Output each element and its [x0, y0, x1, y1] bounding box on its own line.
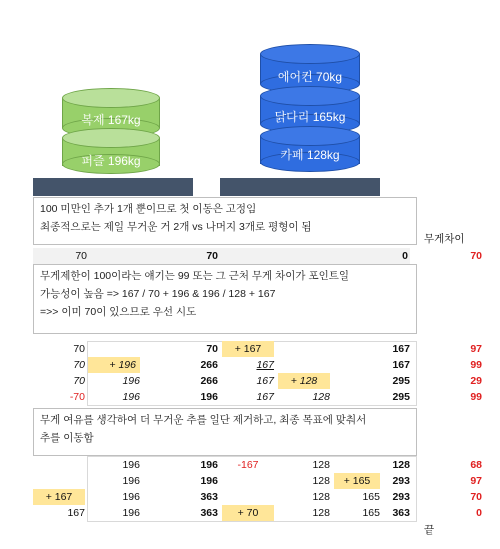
cell-a: 70: [73, 359, 85, 371]
end-label: 끝: [424, 524, 435, 536]
cell-b: 196: [122, 391, 140, 403]
disk-label: 닭다리 165kg: [274, 110, 346, 124]
cell-right-sum-initial: 0: [220, 248, 410, 264]
cell-d: 128: [312, 491, 330, 503]
cell-b: 196: [122, 491, 140, 503]
cell-sum-right: 295: [392, 391, 410, 403]
cell-diff: 68: [470, 459, 482, 471]
cell-sum-left: 196: [200, 391, 218, 403]
note-line: 무게 여유를 생각하여 더 무거운 추를 일단 제거하고, 최종 목표에 맞춰서: [40, 414, 367, 426]
cell-e: 165: [362, 507, 380, 519]
cell-diff: 70: [470, 491, 482, 503]
weight-disk-cafe: [260, 126, 360, 174]
cell-c: 167: [256, 359, 274, 371]
cell-d: 128: [312, 507, 330, 519]
cell-move: + 167: [222, 341, 274, 357]
cell-b: 196: [122, 375, 140, 387]
note-weight-limit: [33, 264, 417, 334]
cell-sum-right: 167: [392, 359, 410, 371]
weight-disk-puzzle: [62, 128, 160, 176]
cell-move: + 196: [88, 357, 140, 373]
cell-sum-right: 128: [392, 459, 410, 471]
cell-d: 128: [312, 475, 330, 487]
cell-a: -70: [69, 391, 85, 403]
note-line: 가능성이 높음 => 167 / 70 + 196 & 196 / 128 + 167: [40, 288, 276, 300]
cell-e: 165: [362, 491, 380, 503]
cell-sum-right: 363: [392, 507, 410, 519]
cell-sum-left: 266: [200, 359, 218, 371]
cell-c: 167: [256, 391, 274, 403]
weight-diff-header: 무게차이: [424, 233, 465, 245]
cell-a: 70: [73, 343, 85, 355]
cell-move: + 167: [33, 489, 85, 505]
note-move-heavier: [33, 408, 417, 456]
cell-sum-left: 196: [200, 475, 218, 487]
disk-label: 퍼즐 196kg: [81, 154, 141, 168]
cell-d: 128: [312, 459, 330, 471]
disk-label: 에어컨 70kg: [277, 70, 343, 84]
cell-diff: 29: [470, 375, 482, 387]
cell-sum-left: 363: [200, 491, 218, 503]
cell-b: 196: [122, 475, 140, 487]
cell-b: 196: [122, 459, 140, 471]
cell-sum-right: 295: [392, 375, 410, 387]
scale-bar-right: [220, 178, 380, 196]
cell-move: + 165: [334, 473, 380, 489]
cell-move: + 70: [222, 505, 274, 521]
cell-a: 167: [67, 507, 85, 519]
cell-d: 128: [312, 391, 330, 403]
cell-sum-right: 293: [392, 491, 410, 503]
cell-diff-initial: 70: [470, 250, 482, 262]
cell-sum-right: 293: [392, 475, 410, 487]
cell-sum-left: 363: [200, 507, 218, 519]
cell-diff: 97: [470, 475, 482, 487]
cell-left-sum-initial: 70: [160, 248, 220, 264]
cell-sum-left: 70: [206, 343, 218, 355]
cell-sum-left: 266: [200, 375, 218, 387]
cell-diff: 0: [476, 507, 482, 519]
cell-diff: 99: [470, 391, 482, 403]
cell-sum-right: 167: [392, 343, 410, 355]
note-line: =>> 이미 70이 있으므로 우선 시도: [40, 306, 197, 318]
cell-diff: 99: [470, 359, 482, 371]
cell-left-initial: 70: [33, 248, 219, 264]
cell-a: 70: [73, 375, 85, 387]
cell-move: + 128: [278, 373, 330, 389]
cell-c: 167: [256, 375, 274, 387]
disk-label: 카페 128kg: [280, 148, 340, 162]
cell-diff: 97: [470, 343, 482, 355]
disk-label: 복제 167kg: [81, 113, 141, 127]
cell-move: -167: [237, 459, 259, 471]
note-line: 추를 이동함: [40, 432, 94, 444]
cell-sum-left: 196: [200, 459, 218, 471]
scale-bar-left: [33, 178, 193, 196]
note-first-move: [33, 197, 417, 245]
note-line: 최종적으로는 제일 무거운 거 2개 vs 나머지 3개로 평형이 됨: [40, 221, 312, 233]
note-line: 무게제한이 100이라는 얘기는 99 또는 그 근처 무게 차이가 포인트일: [40, 270, 350, 282]
cell-b: 196: [122, 507, 140, 519]
note-line: 100 미만인 추가 1개 뿐이므로 첫 이동은 고정임: [40, 203, 257, 215]
